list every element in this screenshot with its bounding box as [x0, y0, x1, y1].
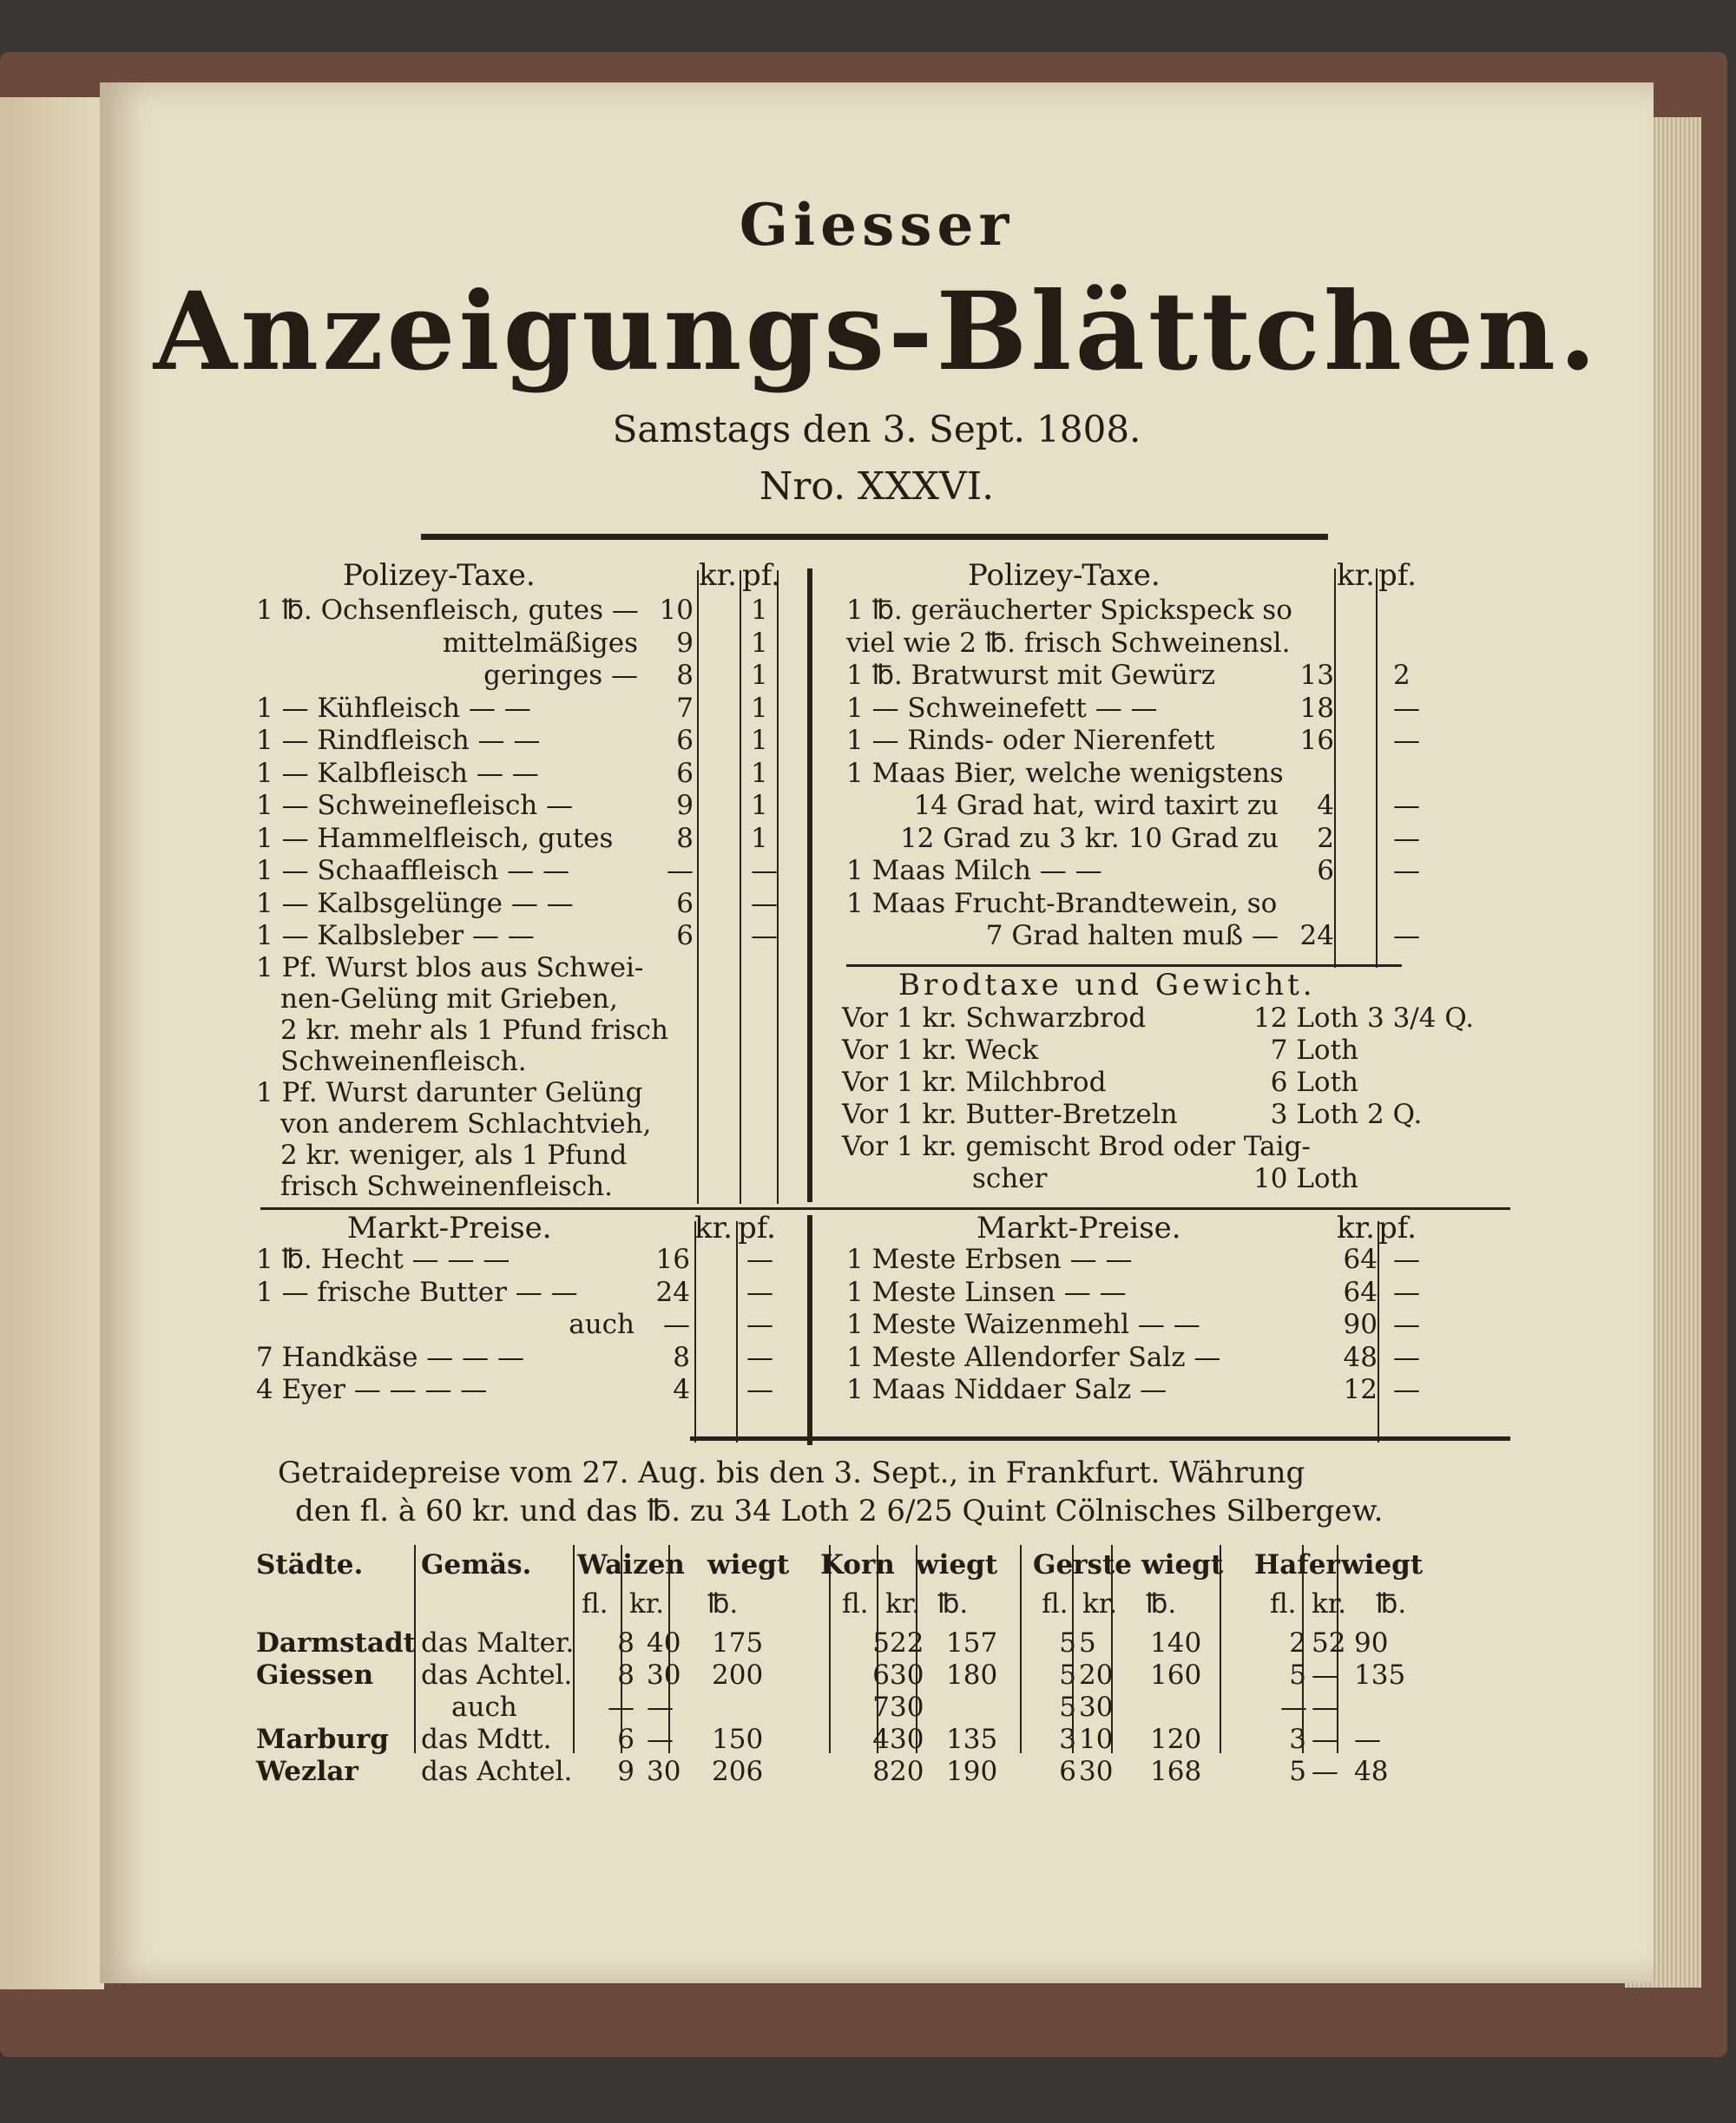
row-kr: 8: [673, 1341, 690, 1373]
row-pf: —: [1393, 725, 1420, 756]
table-rule: [1302, 1545, 1304, 1753]
table-header: wiegt: [1141, 1549, 1224, 1581]
brod-weight: 10 Loth: [1253, 1163, 1358, 1194]
rule: [1334, 569, 1336, 968]
row-pf: 1: [751, 692, 768, 724]
masthead-title: Anzeigungs-Blättchen.: [153, 269, 1601, 395]
brodtaxe-heading: Brodtaxe und Gewicht.: [898, 968, 1316, 1002]
rule: [260, 1207, 1510, 1210]
table-cell: 30: [647, 1660, 681, 1691]
table-cell: —: [1354, 1724, 1381, 1755]
table-rule: [668, 1545, 670, 1753]
brod-label: Vor 1 kr. Schwarzbrod: [842, 1002, 1147, 1034]
table-cell: das Achtel.: [421, 1756, 573, 1787]
row-kr: 6: [1317, 855, 1334, 886]
row-label: 1 Maas Milch — —: [846, 855, 1102, 886]
masthead-rule: [421, 534, 1328, 540]
table-cell: 135: [946, 1724, 998, 1755]
table-subheader: fl.: [582, 1588, 608, 1620]
row-pf: —: [1393, 790, 1420, 821]
table-cell: 168: [1150, 1756, 1202, 1787]
column-divider: [807, 1215, 812, 1445]
table-rule: [414, 1545, 416, 1753]
row-pf: —: [751, 855, 778, 886]
table-header: wiegt: [916, 1549, 998, 1581]
row-pf: 1: [751, 822, 768, 854]
rule: [846, 964, 1402, 967]
rule: [697, 570, 699, 1204]
row-kr: 2: [1317, 822, 1334, 854]
facing-page: [0, 97, 104, 1989]
brod-weight: 6 Loth: [1270, 1067, 1358, 1098]
table-cell: 5: [1289, 1756, 1306, 1787]
table-cell: das Mdtt.: [421, 1724, 552, 1755]
brod-extra: 2 Q.: [1367, 1099, 1423, 1130]
row-kr: 9: [676, 627, 694, 659]
row-kr: 90: [1343, 1309, 1378, 1340]
polizey-right-kr-header: kr.: [1337, 558, 1375, 593]
row-label: 7 Grad halten muß —: [985, 920, 1279, 951]
table-cell: 120: [1150, 1724, 1202, 1755]
table-cell: 52: [1312, 1627, 1346, 1659]
table-cell: 6: [1059, 1756, 1076, 1787]
brod-weight: 3 Loth: [1270, 1099, 1358, 1130]
row-label: 14 Grad hat, wird taxirt zu: [913, 790, 1279, 821]
table-subheader: kr.: [1082, 1588, 1118, 1620]
table-cell: das Malter.: [421, 1627, 575, 1659]
row-pf: —: [751, 887, 778, 919]
row-kr: —: [667, 855, 694, 886]
table-cell: 150: [712, 1724, 764, 1755]
row-pf: 2: [1393, 660, 1410, 691]
table-subheader: kr.: [1312, 1588, 1347, 1620]
table-cell: —: [608, 1692, 635, 1723]
table-cell: 30: [1079, 1692, 1114, 1723]
row-label: viel wie 2 ℔. frisch Schweinensl.: [846, 627, 1291, 659]
rule: [694, 1221, 696, 1443]
table-header: Waizen: [577, 1549, 685, 1581]
row-kr: 6: [676, 725, 694, 756]
row-pf: —: [746, 1276, 773, 1308]
row-label: 1 ℔. Bratwurst mit Gewürz: [846, 660, 1216, 691]
table-rule: [829, 1545, 831, 1753]
markt-right-pf-header: pf.: [1378, 1211, 1417, 1246]
table-cell: —: [1312, 1756, 1338, 1787]
row-kr: 4: [1317, 790, 1334, 821]
newspaper-page: [100, 82, 1654, 1983]
brod-label: Vor 1 kr. Weck: [842, 1035, 1039, 1066]
row-kr: 16: [1299, 725, 1334, 756]
row-pf: 1: [751, 757, 768, 789]
table-cell: 30: [890, 1692, 924, 1723]
table-cell: 30: [1079, 1756, 1114, 1787]
table-cell: 3: [1289, 1724, 1306, 1755]
table-cell: 5: [1079, 1627, 1096, 1659]
row-label: 7 Handkäse — — —: [256, 1341, 524, 1373]
table-header: Hafer: [1254, 1549, 1340, 1581]
row-kr: 16: [655, 1244, 690, 1275]
row-pf: —: [1393, 822, 1420, 854]
table-cell: 22: [890, 1627, 924, 1659]
table-subheader: ℔.: [707, 1588, 739, 1620]
table-cell: 5: [1059, 1660, 1076, 1691]
row-label: 1 — Kalbfleisch — —: [256, 757, 539, 789]
table-cell: 8: [872, 1756, 890, 1787]
row-label: 1 Maas Frucht-Brandtewein, so: [846, 887, 1278, 919]
note-line: Schweinenfleisch.: [280, 1046, 527, 1077]
row-kr: 6: [676, 920, 694, 951]
row-pf: —: [746, 1244, 773, 1275]
table-cell: 40: [647, 1627, 681, 1659]
table-rule: [1020, 1545, 1022, 1753]
row-kr: 10: [659, 595, 694, 626]
rule: [690, 1436, 1510, 1441]
table-cell: 5: [872, 1627, 890, 1659]
table-cell: 200: [712, 1660, 764, 1691]
table-cell: 6: [617, 1724, 635, 1755]
table-cell: 157: [946, 1627, 998, 1659]
row-label: 1 Maas Niddaer Salz —: [846, 1374, 1167, 1405]
note-line: nen-Gelüng mit Grieben,: [280, 983, 618, 1015]
row-kr: 9: [676, 790, 694, 821]
row-label: 1 ℔. Hecht — — —: [256, 1244, 510, 1275]
table-cell: —: [1280, 1692, 1307, 1723]
table-subheader: ℔.: [1146, 1588, 1177, 1620]
row-label: 1 Meste Waizenmehl — —: [846, 1309, 1200, 1340]
brod-label: scher: [972, 1163, 1048, 1194]
table-cell: 5: [1059, 1692, 1076, 1723]
row-label: 1 — Rinds- oder Nierenfett: [846, 725, 1215, 756]
rule: [740, 570, 741, 1204]
table-rule: [1337, 1545, 1338, 1753]
note-line: 1 Pf. Wurst darunter Gelüng: [256, 1077, 643, 1108]
row-label: auch: [569, 1309, 635, 1340]
row-label: 1 Maas Bier, welche wenigstens: [846, 757, 1284, 789]
table-cell: 7: [872, 1692, 890, 1723]
table-subheader: fl.: [1042, 1588, 1069, 1620]
table-cell: auch: [451, 1692, 517, 1723]
table-cell: 140: [1150, 1627, 1202, 1659]
row-kr: 6: [676, 757, 694, 789]
table-header: Gemäs.: [421, 1549, 532, 1581]
table-cell: —: [647, 1692, 674, 1723]
table-cell: 4: [872, 1724, 890, 1755]
row-pf: —: [1393, 1244, 1420, 1275]
polizey-right-heading: Polizey-Taxe.: [968, 558, 1161, 593]
table-header: Städte.: [256, 1549, 364, 1581]
row-pf: —: [1393, 692, 1420, 724]
row-label: 1 — frische Butter — —: [256, 1276, 578, 1308]
getraide-intro-line1: Getraidepreise vom 27. Aug. bis den 3. Sept., in Frankfurt. Währung: [278, 1456, 1305, 1490]
row-label: 1 — Schweinefleisch —: [256, 790, 574, 821]
row-label: 1 ℔. geräucherter Spickspeck so: [846, 595, 1292, 626]
row-label: 1 — Kalbsgelünge — —: [256, 887, 574, 919]
table-cell: 9: [617, 1756, 635, 1787]
table-cell: das Achtel.: [421, 1660, 573, 1691]
row-kr: 64: [1343, 1244, 1378, 1275]
table-cell: 30: [890, 1660, 924, 1691]
row-label: 1 Meste Linsen — —: [846, 1276, 1127, 1308]
table-cell: 206: [712, 1756, 764, 1787]
table-cell: 20: [890, 1756, 924, 1787]
brod-weight: 7 Loth: [1270, 1035, 1358, 1066]
row-label: 12 Grad zu 3 kr. 10 Grad zu: [899, 822, 1279, 854]
row-pf: —: [1393, 1309, 1420, 1340]
getraide-intro-line2: den fl. à 60 kr. und das ℔. zu 34 Loth 2 6/25 Quint Cölnisches Silbergew.: [295, 1494, 1384, 1528]
city-cell: Darmstadt: [256, 1627, 416, 1659]
brod-extra: 3 3/4 Q.: [1367, 1002, 1475, 1034]
brod-label: Vor 1 kr. gemischt Brod oder Taig-: [842, 1131, 1311, 1162]
table-cell: 160: [1150, 1660, 1202, 1691]
row-pf: —: [746, 1309, 773, 1340]
row-kr: 7: [676, 692, 694, 724]
brod-label: Vor 1 kr. Butter-Bretzeln: [842, 1099, 1178, 1130]
issue-date: Samstags den 3. Sept. 1808.: [612, 408, 1141, 450]
table-header: wiegt: [1341, 1549, 1424, 1581]
table-rule: [877, 1545, 878, 1753]
table-cell: 30: [890, 1724, 924, 1755]
note-line: 2 kr. mehr als 1 Pfund frisch: [280, 1015, 669, 1046]
note-line: von anderem Schlachtvieh,: [280, 1108, 652, 1140]
city-cell: Marburg: [256, 1724, 389, 1755]
masthead-line1: Giesser: [739, 191, 1015, 259]
row-pf: 1: [751, 595, 768, 626]
row-kr: 8: [676, 822, 694, 854]
table-cell: 175: [712, 1627, 764, 1659]
table-cell: 135: [1354, 1660, 1406, 1691]
row-pf: —: [1393, 1374, 1420, 1405]
brod-label: Vor 1 kr. Milchbrod: [842, 1067, 1107, 1098]
polizey-left-pf-header: pf.: [742, 558, 780, 593]
rule: [736, 1221, 738, 1443]
table-cell: 3: [1059, 1724, 1076, 1755]
table-rule: [1220, 1545, 1221, 1753]
row-label: 1 — Kühfleisch — —: [256, 692, 531, 724]
table-cell: 8: [617, 1627, 635, 1659]
table-rule: [621, 1545, 622, 1753]
table-subheader: ℔.: [1376, 1588, 1407, 1620]
row-pf: 1: [751, 627, 768, 659]
table-cell: —: [1312, 1660, 1338, 1691]
row-pf: —: [1393, 1276, 1420, 1308]
note-line: frisch Schweinenfleisch.: [280, 1171, 613, 1202]
row-label: 1 Meste Erbsen — —: [846, 1244, 1133, 1275]
note-line: 1 Pf. Wurst blos aus Schwei-: [256, 952, 644, 983]
rule: [1378, 1221, 1379, 1443]
table-subheader: ℔.: [937, 1588, 969, 1620]
table-subheader: fl.: [842, 1588, 869, 1620]
row-label: 1 — Schaaffleisch — —: [256, 855, 570, 886]
table-cell: 10: [1079, 1724, 1114, 1755]
row-pf: —: [1393, 855, 1420, 886]
markt-left-pf-header: pf.: [738, 1211, 776, 1246]
table-rule: [1111, 1545, 1113, 1753]
markt-left-kr-header: kr.: [694, 1211, 733, 1246]
row-label: 1 ℔. Ochsenfleisch, gutes —: [256, 595, 639, 626]
markt-right-heading: Markt-Preise.: [976, 1211, 1181, 1246]
row-label: geringes —: [483, 660, 638, 691]
row-kr: 8: [676, 660, 694, 691]
row-pf: 1: [751, 660, 768, 691]
brod-weight: 12 Loth: [1253, 1002, 1358, 1034]
table-cell: —: [1312, 1692, 1338, 1723]
note-line: 2 kr. weniger, als 1 Pfund: [280, 1140, 628, 1171]
row-pf: —: [746, 1341, 773, 1373]
markt-right-kr-header: kr.: [1337, 1211, 1375, 1246]
table-subheader: kr.: [885, 1588, 921, 1620]
table-cell: —: [647, 1724, 674, 1755]
polizey-left-heading: Polizey-Taxe.: [343, 558, 536, 593]
markt-left-heading: Markt-Preise.: [347, 1211, 552, 1246]
row-pf: 1: [751, 725, 768, 756]
row-kr: 12: [1343, 1374, 1378, 1405]
row-kr: 4: [673, 1374, 690, 1405]
row-pf: —: [1393, 1341, 1420, 1373]
row-label: mittelmäßiges: [442, 627, 638, 659]
table-cell: 8: [617, 1660, 635, 1691]
city-cell: Wezlar: [256, 1756, 358, 1787]
row-pf: —: [746, 1374, 773, 1405]
row-label: 1 — Rindfleisch — —: [256, 725, 541, 756]
row-kr: 48: [1343, 1341, 1378, 1373]
row-kr: 24: [655, 1276, 690, 1308]
row-label: 4 Eyer — — — —: [256, 1374, 488, 1405]
row-pf: —: [1393, 920, 1420, 951]
row-label: 1 — Hammelfleisch, gutes: [256, 822, 614, 854]
row-kr: 18: [1299, 692, 1334, 724]
table-cell: 6: [872, 1660, 890, 1691]
table-cell: 190: [946, 1756, 998, 1787]
row-kr: 13: [1299, 660, 1334, 691]
table-header: Gerste: [1033, 1549, 1133, 1581]
city-cell: Giessen: [256, 1660, 374, 1691]
table-cell: 48: [1354, 1756, 1389, 1787]
table-header: wiegt: [707, 1549, 790, 1581]
row-kr: 24: [1299, 920, 1334, 951]
polizey-left-kr-header: kr.: [699, 558, 737, 593]
issue-number: Nro. XXXVI.: [759, 464, 995, 509]
row-pf: —: [751, 920, 778, 951]
table-cell: 20: [1079, 1660, 1114, 1691]
table-rule: [1072, 1545, 1074, 1753]
table-cell: —: [1312, 1724, 1338, 1755]
table-cell: 90: [1354, 1627, 1389, 1659]
row-kr: —: [663, 1309, 690, 1340]
row-label: 1 Meste Allendorfer Salz —: [846, 1341, 1221, 1373]
row-label: 1 — Schweinefett — —: [846, 692, 1158, 724]
table-cell: 180: [946, 1660, 998, 1691]
table-header: Korn: [820, 1549, 895, 1581]
table-rule: [916, 1545, 917, 1753]
table-subheader: fl.: [1270, 1588, 1297, 1620]
table-rule: [573, 1545, 575, 1753]
table-subheader: kr.: [629, 1588, 665, 1620]
polizey-right-pf-header: pf.: [1378, 558, 1417, 593]
rule: [1376, 569, 1378, 968]
table-cell: 5: [1059, 1627, 1076, 1659]
column-divider: [807, 569, 812, 1202]
row-label: 1 — Kalbsleber — —: [256, 920, 535, 951]
row-pf: 1: [751, 790, 768, 821]
table-cell: 2: [1289, 1627, 1306, 1659]
row-kr: 6: [676, 887, 694, 919]
row-kr: 64: [1343, 1276, 1378, 1308]
table-cell: 5: [1289, 1660, 1306, 1691]
table-cell: 30: [647, 1756, 681, 1787]
